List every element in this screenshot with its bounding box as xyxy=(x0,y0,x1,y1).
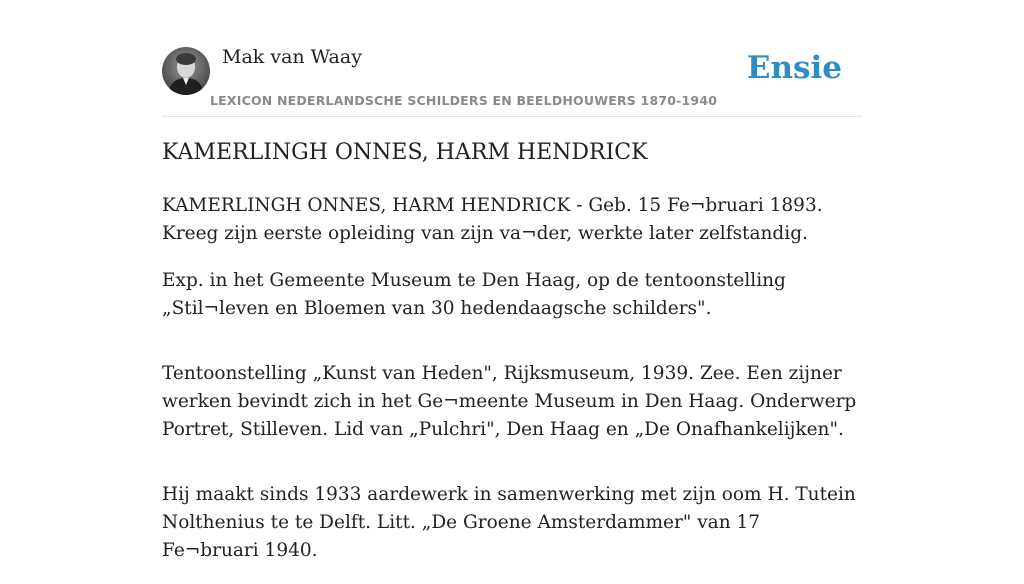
ensie-logo[interactable]: Ensie xyxy=(746,50,842,86)
paragraph: Tentoonstelling „Kunst van Heden", Rijksmuseum, 1939. Zee. Een zijner werken bevindt zich in het Ge¬meente Museum in Den Haag. Onderwerp Portret, Stilleven. Lid van „Pulchri", Den Haag en „De Onafhankelijken". xyxy=(162,363,857,440)
paragraph: KAMERLINGH ONNES, HARM HENDRICK - Geb. 15 Fe¬bruari 1893. Kreeg zijn eerste opleiding van zijn va¬der, werkte later zelfstandig. xyxy=(162,195,823,244)
paragraph: Exp. in het Gemeente Museum te Den Haag, op de tentoonstelling „Stil¬leven en Bloemen van 30 hedendaagsche schilders". xyxy=(162,270,786,319)
source-title[interactable]: LEXICON NEDERLANDSCHE SCHILDERS EN BEELDHOUWERS 1870-1940 xyxy=(210,93,718,108)
article-title: KAMERLINGH ONNES, HARM HENDRICK xyxy=(162,140,648,165)
author-portrait-icon xyxy=(162,47,210,95)
paragraph: Hij maakt sinds 1933 aardewerk in samenwerking met zijn oom H. Tutein Nolthenius te te Delft. Litt. „De Groene Amsterdammer" van 17 Fe¬bruari 1940. xyxy=(162,484,856,561)
article-body xyxy=(162,192,862,584)
author-avatar[interactable] xyxy=(162,47,210,95)
author-name[interactable]: Mak van Waay xyxy=(222,46,362,68)
page-header xyxy=(162,46,862,117)
